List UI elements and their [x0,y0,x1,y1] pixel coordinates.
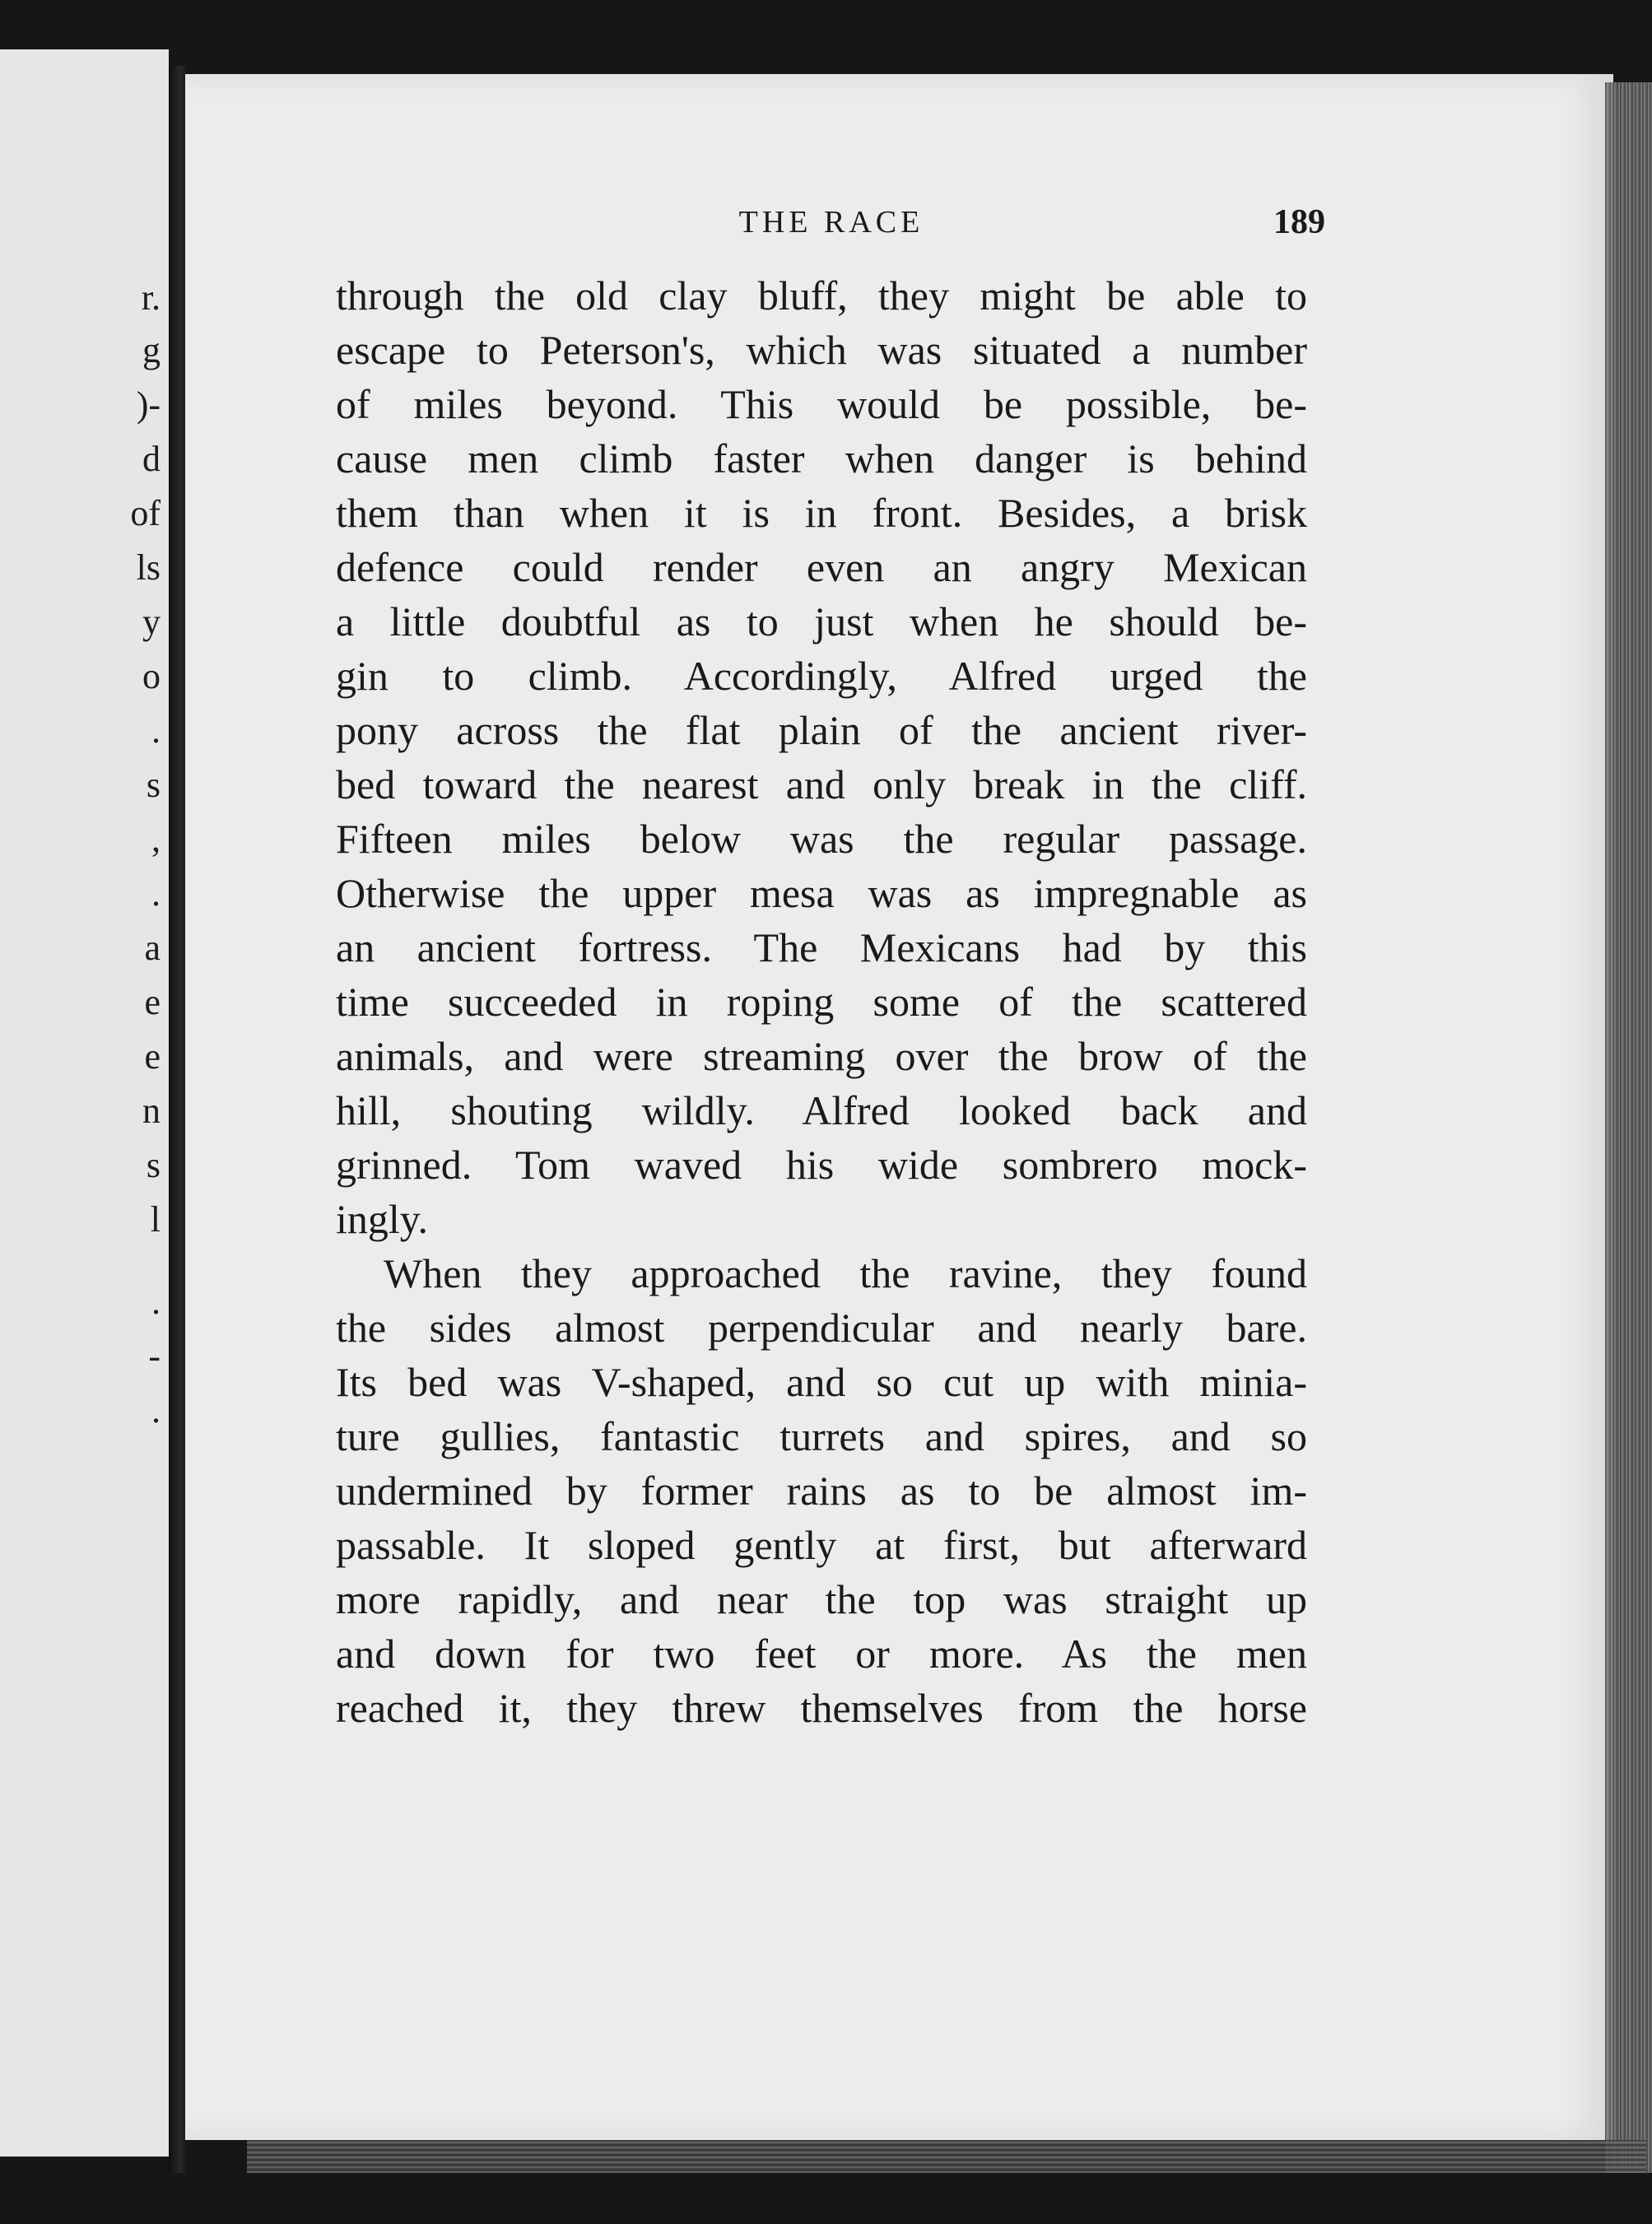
text-line: gin to climb. Accordingly, Alfred urged the [336,653,1307,699]
text-line: through the old clay bluff, they might be able to [336,272,1307,319]
previous-page-fragment: l [150,1199,161,1240]
text-line: animals, and were streaming over the brow of the [336,1033,1307,1079]
previous-page-fragment: n [142,1091,161,1131]
text-line: an ancient fortress. The Mexicans had by this [336,924,1307,970]
previous-page-fragment: ls [136,547,161,588]
text-line: grinned. Tom waved his wide sombrero mock- [336,1142,1307,1188]
previous-page [0,49,169,2157]
page-fore-edge [1605,82,1652,2173]
previous-page-fragment: a [144,928,161,968]
text-line: pony across the flat plain of the ancient river- [336,707,1307,753]
text-line: ingly. [336,1196,429,1242]
text-line: passable. It sloped gently at first, but afterward [336,1522,1307,1568]
previous-page-fragment: . [151,1282,161,1322]
text-line: time succeeded in roping some of the scattered [336,979,1307,1025]
previous-page-fragment: g [142,330,161,370]
text-line: Its bed was V-shaped, and so cut up with minia- [336,1359,1307,1405]
previous-page-fragment: - [148,1336,161,1376]
text-line: and down for two feet or more. As the men [336,1631,1307,1677]
previous-page-fragment: , [151,819,161,859]
body-text [336,268,1307,1735]
previous-page-fragment: d [142,439,161,479]
text-line: hill, shouting wildly. Alfred looked back and [336,1087,1307,1133]
text-line: undermined by former rains as to be almost im- [336,1468,1307,1514]
text-line: the sides almost perpendicular and nearly bare. [336,1305,1307,1351]
text-line: them than when it is in front. Besides, a brisk [336,490,1307,536]
text-line: escape to Peterson's, which was situated a number [336,327,1307,373]
text-line: more rapidly, and near the top was straight up [336,1576,1307,1622]
previous-page-fragment: s [146,765,161,805]
page-number: 189 [1273,203,1325,241]
text-line: defence could render even an angry Mexican [336,544,1307,590]
previous-page-fragment: of [130,493,161,533]
previous-page-fragment: e [144,1036,161,1077]
text-line: Otherwise the upper mesa was as impregnable as [336,870,1307,916]
previous-page-fragment: y [142,602,161,642]
running-head [337,198,1325,247]
previous-page-fragment: . [151,1390,161,1431]
previous-page-fragment: . [151,873,161,914]
previous-page-fragment: . [151,710,161,751]
text-line: cause men climb faster when danger is behind [336,435,1307,482]
previous-page-fragment: )- [136,384,161,425]
page-bottom-edge [247,2140,1646,2173]
previous-page-fragment: o [142,656,161,696]
text-line: Fifteen miles below was the regular passage. [336,816,1307,862]
text-line: bed toward the nearest and only break in the cliff. [336,761,1307,807]
text-line: ture gullies, fantastic turrets and spires, and so [336,1413,1307,1459]
text-line: reached it, they threw themselves from the horse [336,1685,1307,1731]
text-line: a little doubtful as to just when he should be- [336,598,1307,644]
text-line: When they approached the ravine, they found [384,1250,1307,1296]
running-title: THE RACE [738,205,924,240]
previous-page-fragment: s [146,1145,161,1185]
previous-page-fragment: r. [141,277,161,318]
previous-page-fragment: e [144,982,161,1022]
text-line: of miles beyond. This would be possible, be- [336,381,1307,427]
